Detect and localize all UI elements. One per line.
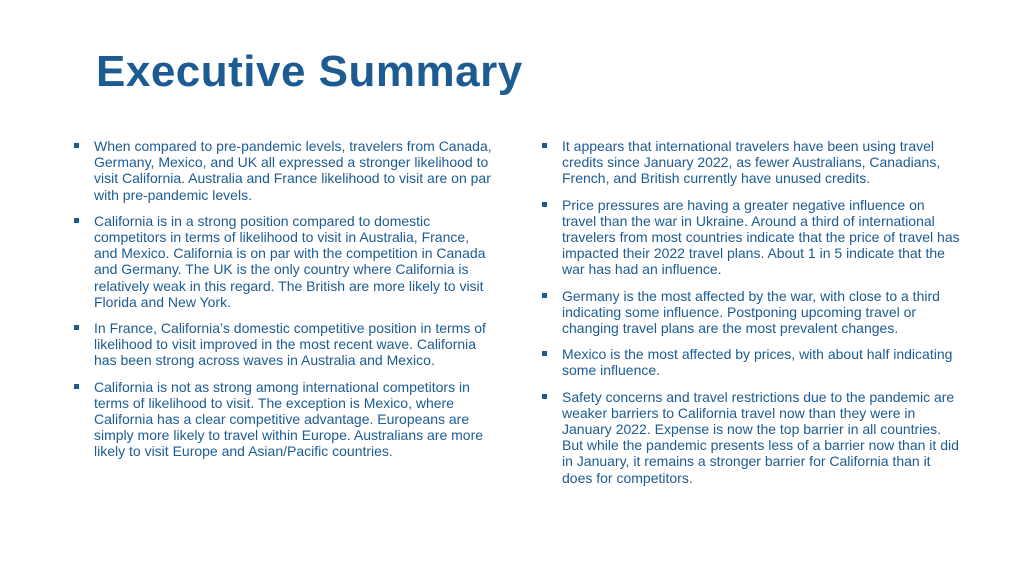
page-title: Executive Summary (96, 47, 523, 96)
bullet-item (72, 379, 492, 460)
bullet-item (540, 346, 960, 378)
left-bullet-list (72, 138, 492, 470)
bullet-text: California is not as strong among international competitors in terms of likelihood to visit. The exception is Mexico, where California has a clear competitive advantage. Europeans are simply more likely to travel within Europe. Australians are more likely to visit Europe and Asian/Pacific countries. (94, 378, 484, 460)
bullet-item (540, 197, 960, 278)
bullet-square-icon (74, 218, 79, 223)
bullet-text: California is in a strong position compared to domestic competitors in terms of likelihood to visit in Australia, France, and Mexico. California is on par with the competition in Canada and Germany. The UK is the only country where California is relatively weak in this regard. The British are more likely to visit Florida and New York. (94, 212, 486, 310)
bullet-text: It appears that international travelers have been using travel credits since January 2022, as fewer Australians, Canadians, French, and British currently have unused credits. (562, 138, 941, 187)
bullet-text: Safety concerns and travel restrictions due to the pandemic are weaker barriers to California travel now than they were in January 2022. Expense is now the top barrier in all countries. But while the pandemic presents less of a barrier now than it did in January, it remains a stronger barrier for California than it does for competitors. (562, 388, 959, 486)
bullet-text: In France, California’s domestic competitive position in terms of likelihood to visit improved in the most recent wave. California has been strong across waves in Australia and Mexico. (94, 320, 486, 369)
bullet-text: Mexico is the most affected by prices, with about half indicating some influence. (562, 346, 953, 379)
bullet-item (540, 288, 960, 337)
bullet-text: Germany is the most affected by the war, with close to a third indicating some influence. Postponing upcoming travel or changing travel plans are the most prevalent changes. (562, 287, 940, 337)
bullet-square-icon (542, 293, 547, 298)
bullet-item (72, 138, 492, 203)
bullet-text: When compared to pre-pandemic levels, travelers from Canada, Germany, Mexico, and UK all expressed a stronger likelihood to visit California. Australia and France likelihood to visit are on par with pre-pandemic levels. (94, 138, 492, 203)
right-bullet-list (540, 138, 960, 496)
bullet-square-icon (74, 325, 79, 330)
bullet-square-icon (74, 384, 79, 389)
bullet-item (540, 138, 960, 187)
bullet-square-icon (542, 351, 547, 356)
bullet-square-icon (74, 143, 79, 148)
bullet-square-icon (542, 143, 547, 148)
bullet-square-icon (542, 202, 547, 207)
bullet-square-icon (542, 394, 547, 399)
bullet-item (72, 320, 492, 369)
bullet-item (72, 213, 492, 310)
bullet-text: Price pressures are having a greater negative influence on travel than the war in Ukraine. Around a third of international travelers from most countries indicate that the price of travel has impacted their 2022 travel plans. About 1 in 5 indicate that the war has had an influence. (562, 196, 960, 278)
bullet-item (540, 389, 960, 486)
